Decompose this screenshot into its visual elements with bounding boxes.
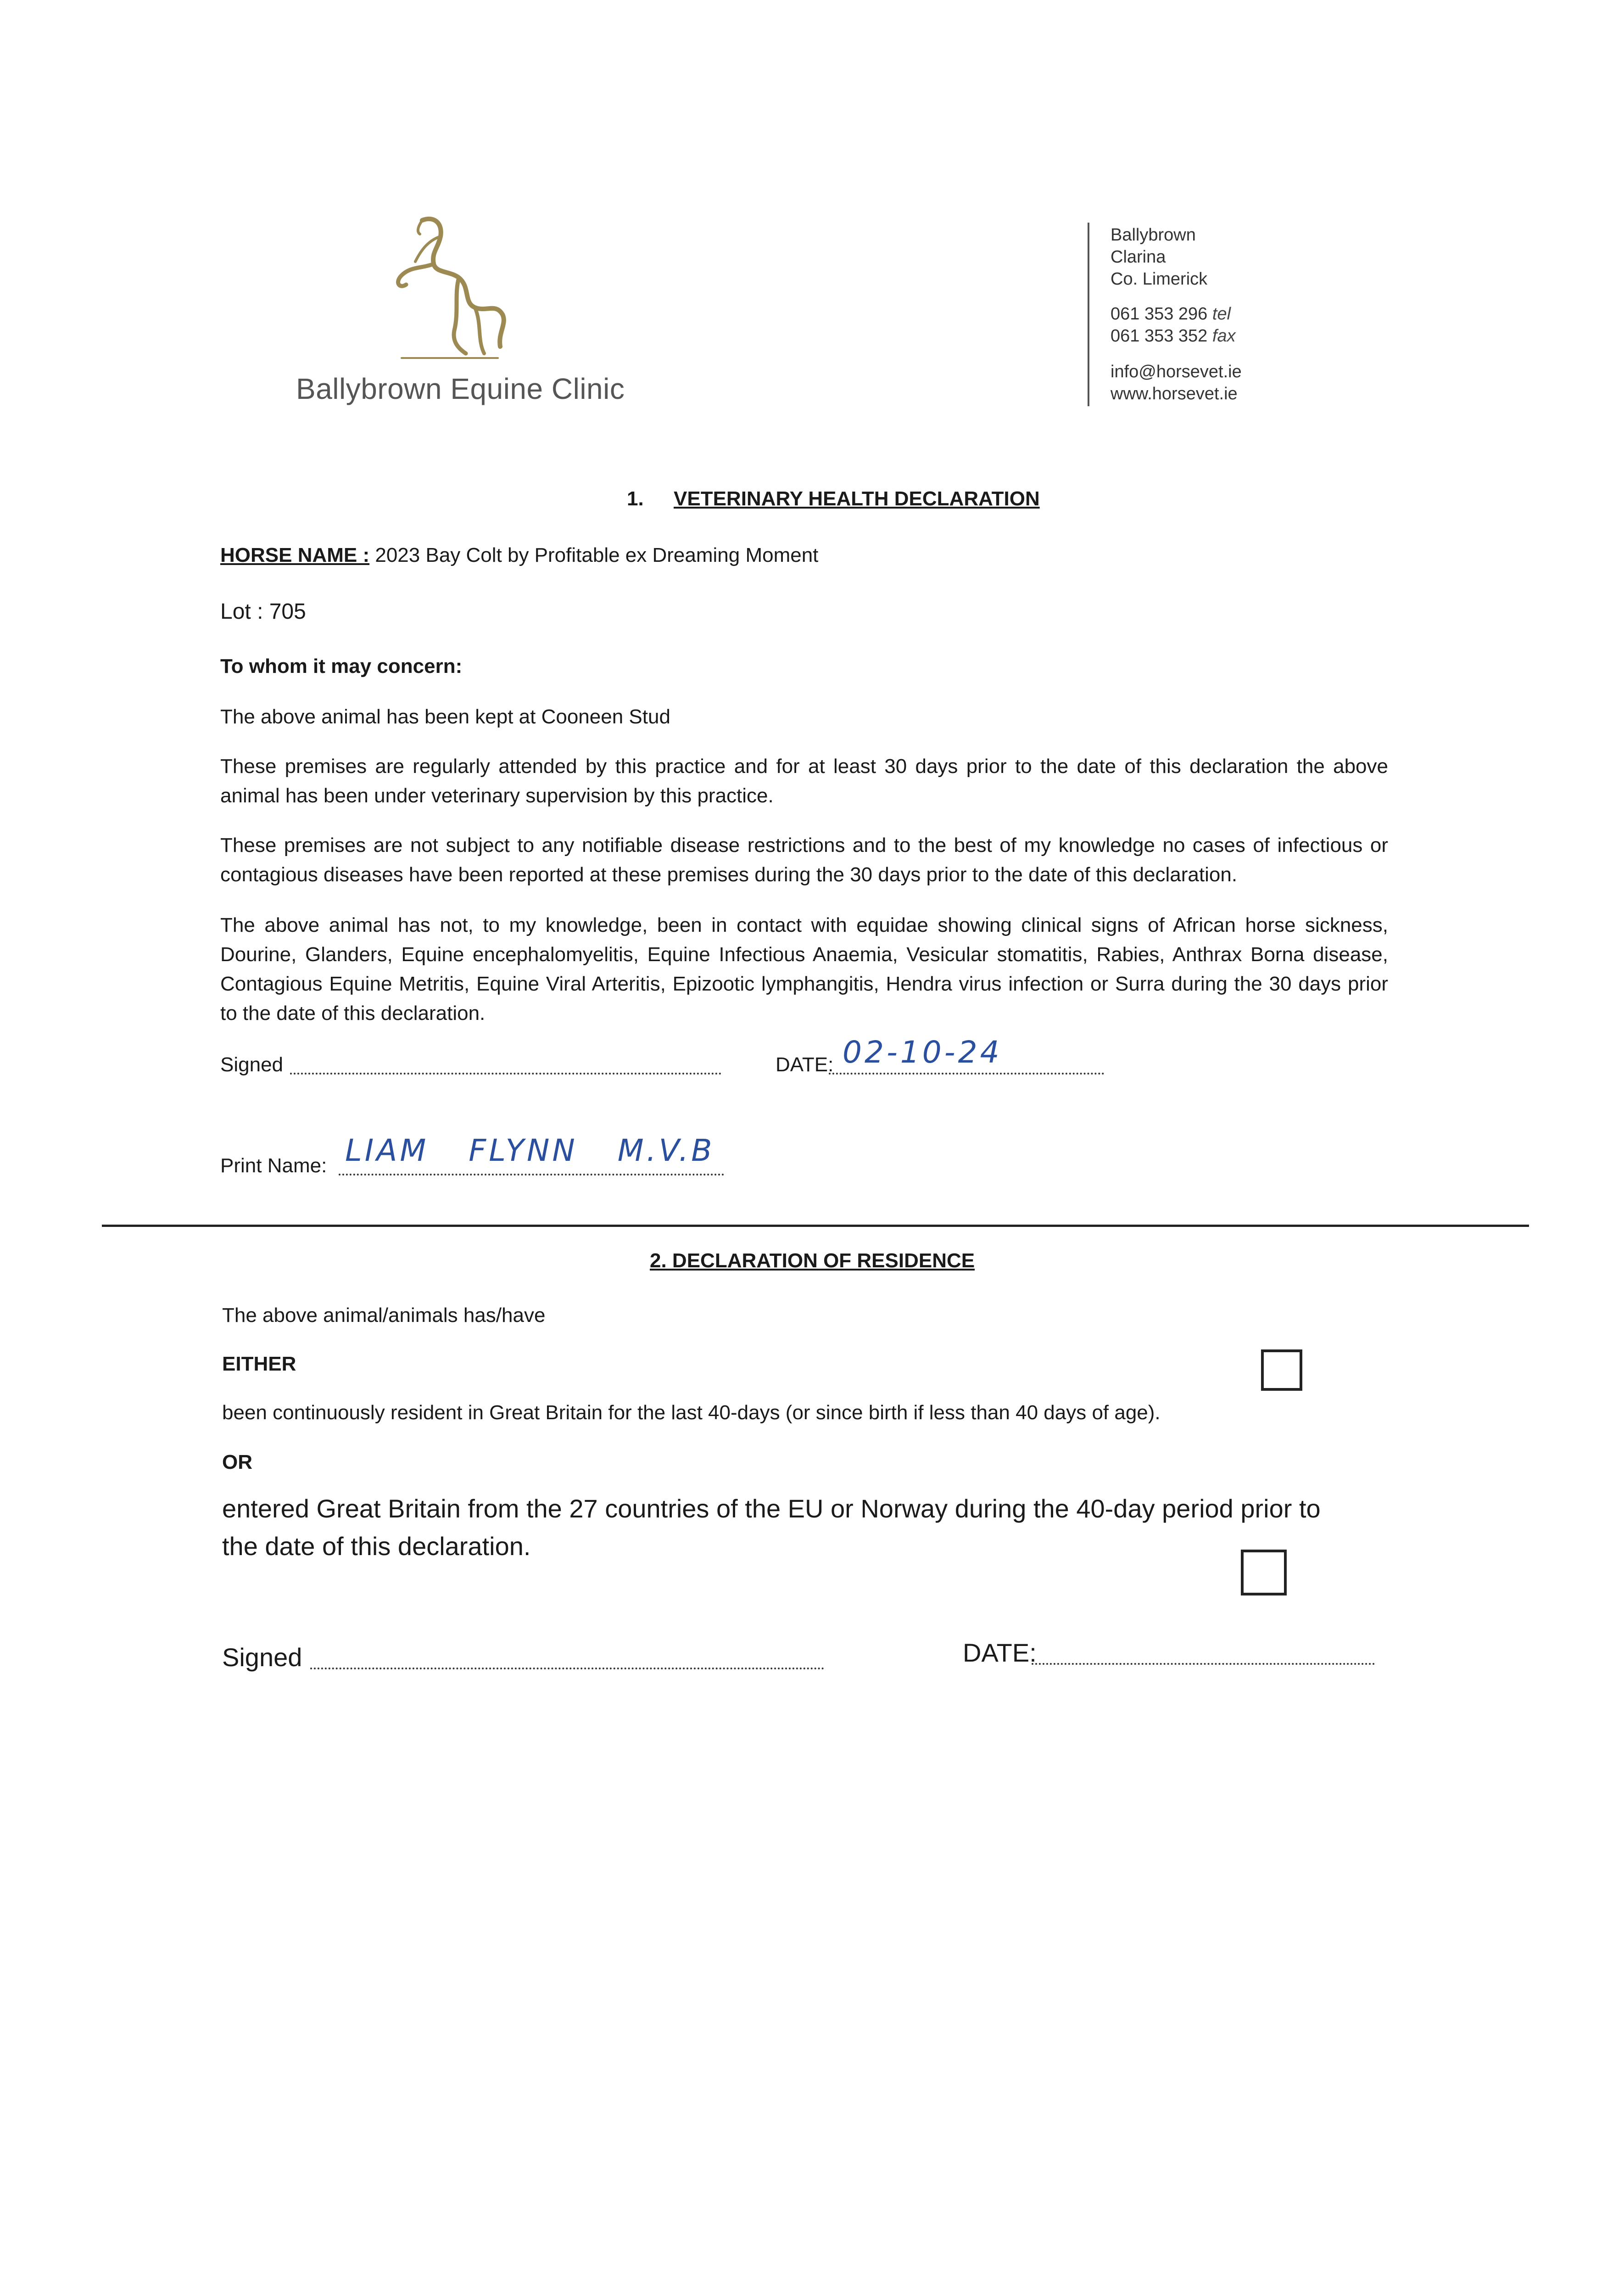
resident-option-text: been continuously resident in Great Britain for the last 40-days (or since birth if less than 40 days of age). bbox=[222, 1401, 1161, 1424]
fax-number: 061 353 352 bbox=[1111, 326, 1208, 346]
horse-name-row bbox=[220, 541, 818, 570]
or-label: OR bbox=[222, 1451, 252, 1473]
section1-title: VETERINARY HEALTH DECLARATION bbox=[674, 487, 1040, 510]
contact-paragraph: The above animal has not, to my knowledge, been in contact with equidae showing clinical signs of African horse sickness, Dourine, Glanders, Equine encephalomyelitis, Equine Infectious Anaemia, Vesicular stomatitis, Rabies, Anthrax Borna disease, Contagious Equine Metritis, Equine Viral Arteritis, Epizootic lymphangitis, Hendra virus infection or Surra during the 30 days prior to the date of this declaration. bbox=[220, 914, 1388, 1024]
address-line: Co. Limerick bbox=[1111, 269, 1208, 289]
resident-checkbox[interactable] bbox=[1261, 1349, 1302, 1391]
date-line-2[interactable] bbox=[1032, 1662, 1375, 1665]
date-line-1[interactable] bbox=[829, 1072, 1104, 1075]
either-label: EITHER bbox=[222, 1353, 296, 1375]
date-label-2: DATE: bbox=[963, 1638, 1037, 1667]
handwritten-print-name: LIAM FLYNN M.V.B bbox=[345, 1133, 715, 1168]
website-link[interactable]: www.horsevet.ie bbox=[1111, 384, 1238, 403]
lot-number: Lot : 705 bbox=[220, 599, 306, 624]
horse-name-label: HORSE NAME : bbox=[220, 544, 370, 566]
rearing-horse-logo-icon bbox=[390, 216, 509, 363]
kept-at-paragraph: The above animal has been kept at Cooneen Stud bbox=[220, 705, 670, 728]
entered-option-text-line2: the date of this declaration. bbox=[222, 1532, 531, 1561]
section2-title: 2. DECLARATION OF RESIDENCE bbox=[650, 1249, 975, 1272]
fax-line bbox=[1111, 325, 1236, 347]
signature-line-1[interactable] bbox=[290, 1072, 721, 1075]
salutation: To whom it may concern: bbox=[220, 655, 463, 677]
section1-number: 1. bbox=[627, 487, 644, 510]
tel-line bbox=[1111, 303, 1231, 325]
fax-label: fax bbox=[1212, 326, 1236, 346]
supervision-paragraph: These premises are regularly attended by this practice and for at least 30 days prior to the date of this declaration the above animal has been under veterinary supervision by this practice. bbox=[220, 755, 1388, 807]
clinic-name: Ballybrown Equine Clinic bbox=[296, 372, 625, 405]
print-name-line[interactable] bbox=[339, 1173, 724, 1175]
restrictions-paragraph: These premises are not subject to any notifiable disease restrictions and to the best of my knowledge no cases of infectious or contagious diseases have been reported at these premises during the 30 days prior to the date of this declaration. bbox=[220, 834, 1388, 886]
print-name-label: Print Name: bbox=[220, 1154, 327, 1177]
signed-label-1: Signed bbox=[220, 1053, 284, 1076]
address-divider bbox=[1088, 223, 1089, 406]
address-line: Clarina bbox=[1111, 247, 1166, 267]
address-line: Ballybrown bbox=[1111, 225, 1196, 245]
horse-name-value: 2023 Bay Colt by Profitable ex Dreaming Moment bbox=[375, 544, 819, 566]
entered-option-text-line1: entered Great Britain from the 27 countries of the EU or Norway during the 40-day period prior to bbox=[222, 1494, 1321, 1523]
section-divider bbox=[102, 1225, 1529, 1227]
date-label-1: DATE: bbox=[776, 1053, 834, 1076]
signed-label-2: Signed bbox=[222, 1643, 302, 1672]
email-link[interactable]: info@horsevet.ie bbox=[1111, 362, 1242, 381]
residence-intro: The above animal/animals has/have bbox=[222, 1304, 546, 1327]
signature-line-2[interactable] bbox=[310, 1667, 824, 1669]
entered-checkbox[interactable] bbox=[1241, 1550, 1287, 1595]
handwritten-date: 02-10-24 bbox=[843, 1035, 1002, 1070]
tel-number: 061 353 296 bbox=[1111, 304, 1208, 324]
tel-label: tel bbox=[1212, 304, 1231, 324]
